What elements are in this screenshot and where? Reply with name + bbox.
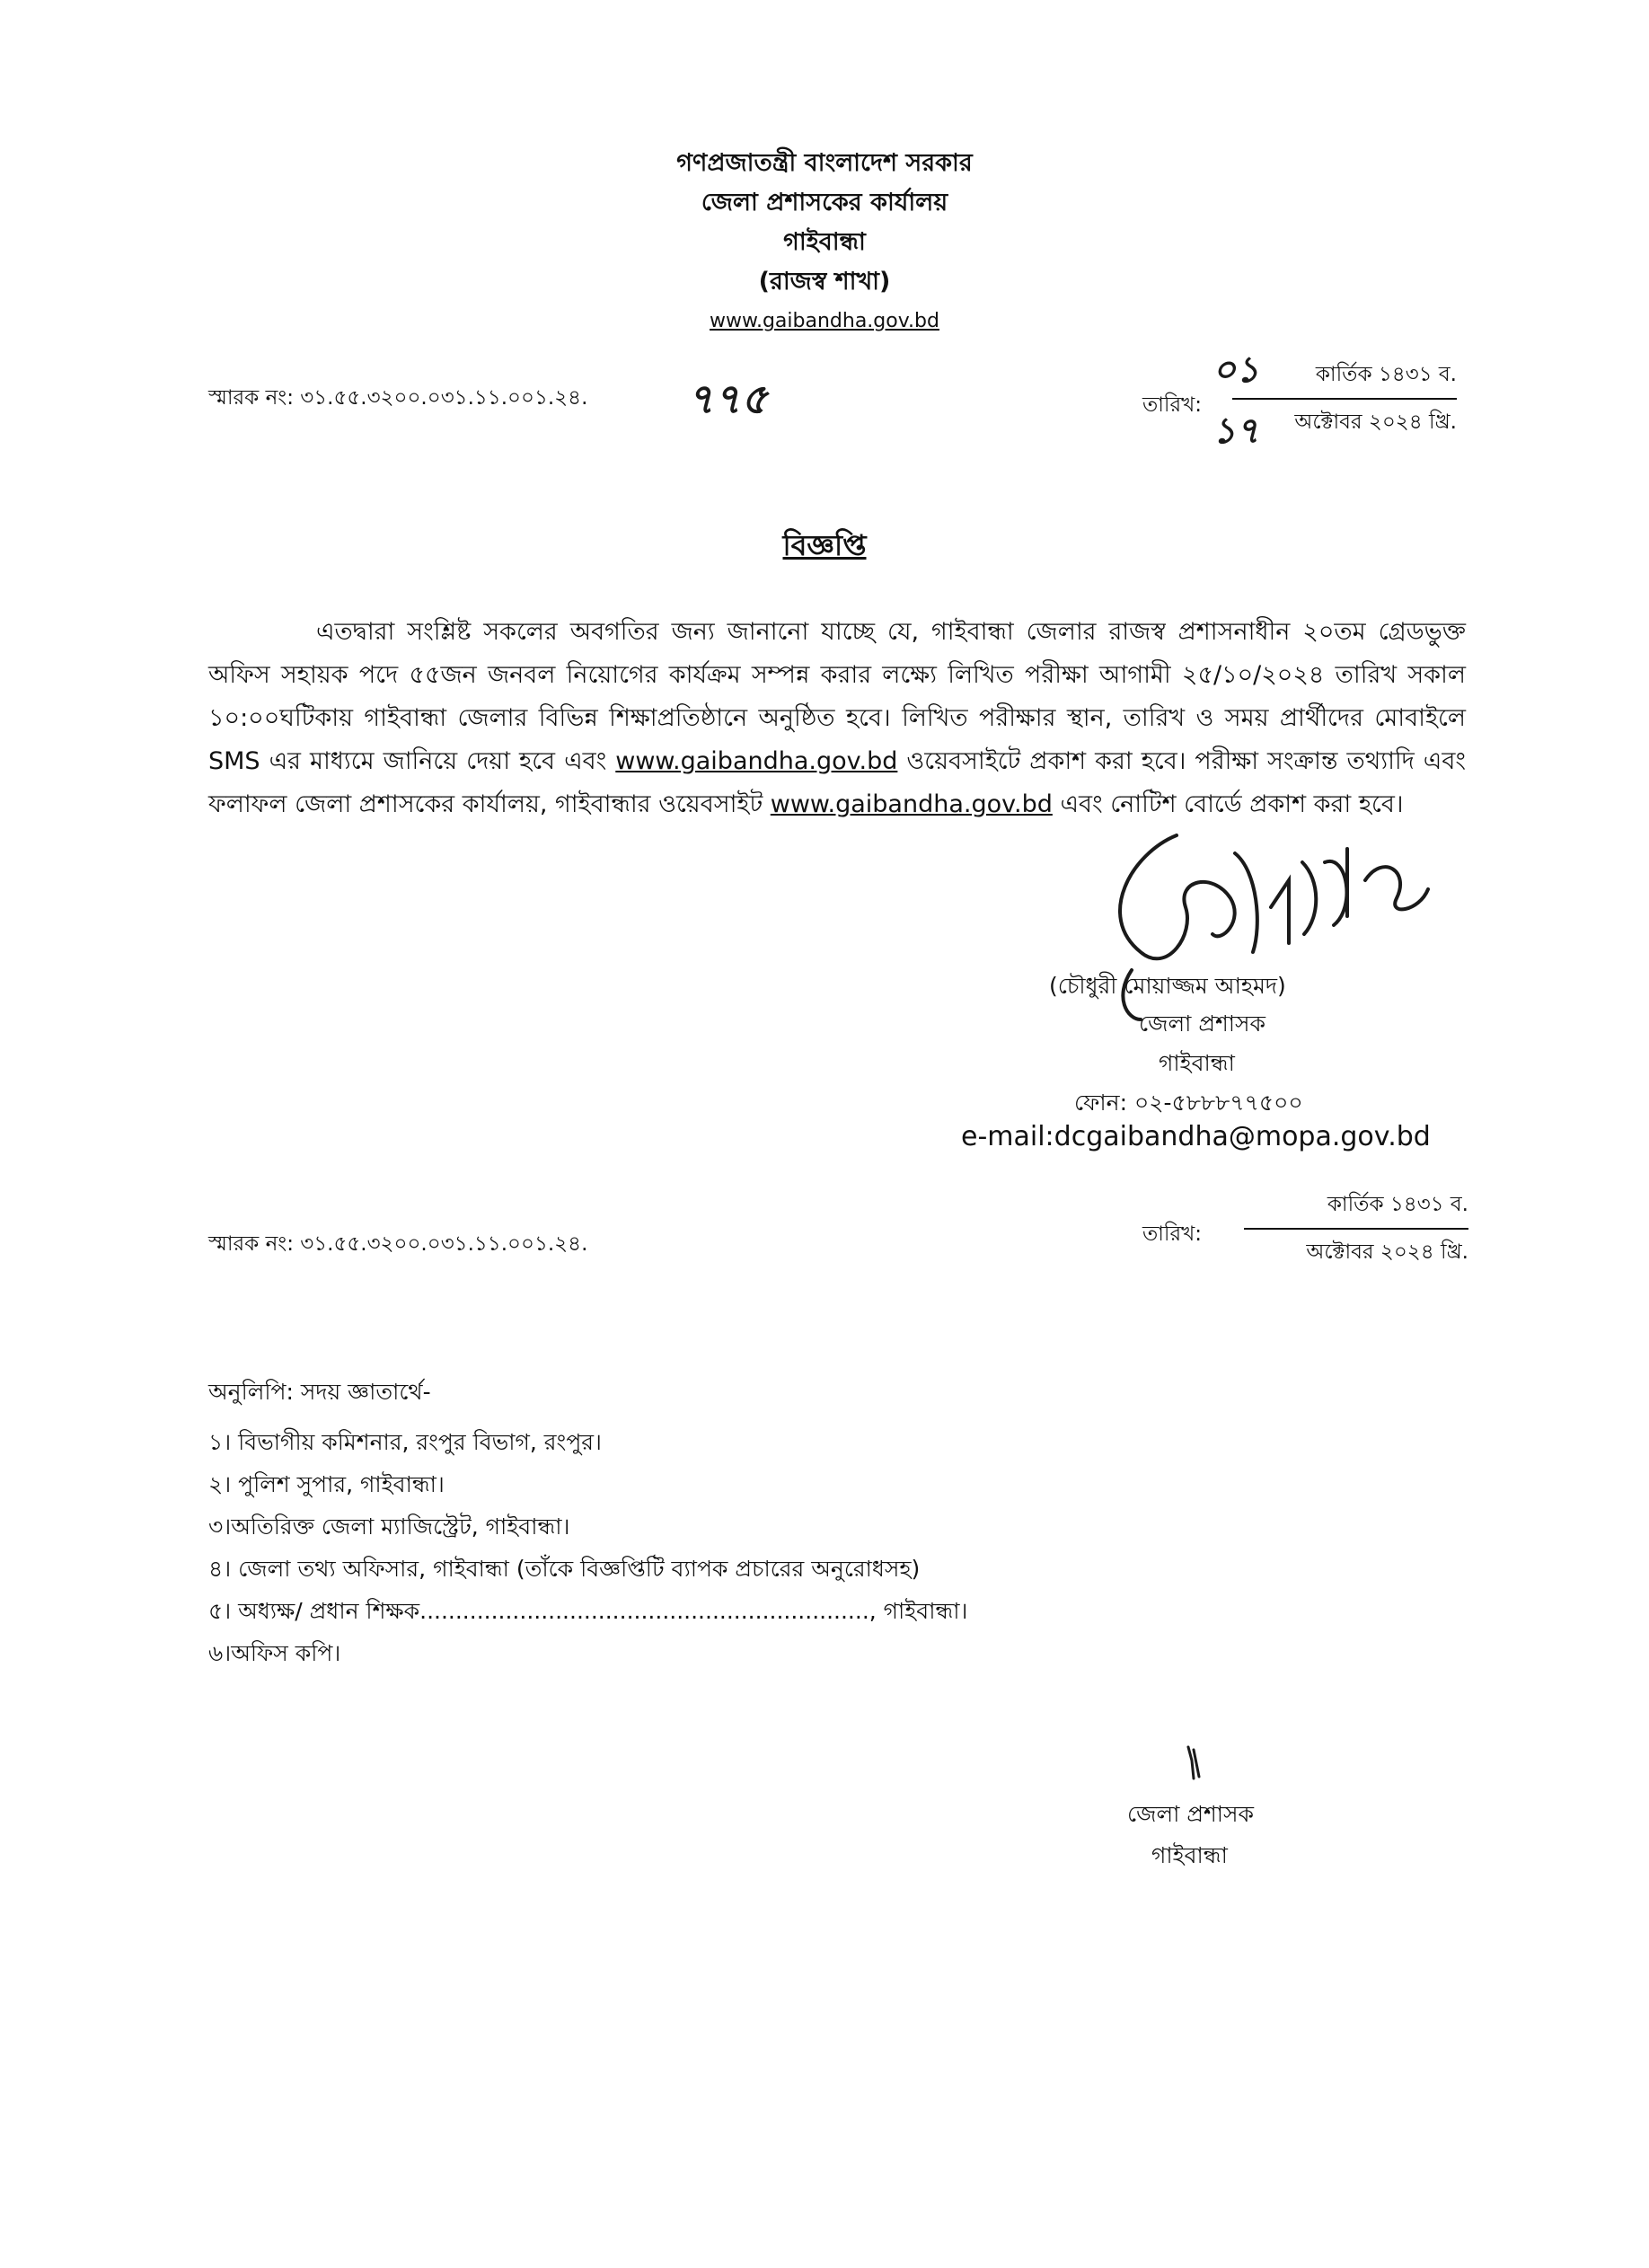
body-text-1: এতদ্বারা সংশ্লিষ্ট সকলের অবগতির জন্য জানানো যাচ্ছে যে, গাইবান্ধা জেলার রাজস্ব প্রশাসনাধীন ২০তম গ্রেডভুক্ত অফিস সহায়ক পদে ৫৫জন জনবল নিয়োগের কার্যক্রম সম্পন্ন করার লক্ষ্যে লিখিত পরীক্ষা আগামী ২৫/১০/২০২৪ তারিখ সকাল ১০:০০ঘটিকায় গাইবান্ধা জেলার বিভিন্ন শিক্ষাপ্রতিষ্ঠানে অনুষ্ঠিত হবে। লিখিত পরীক্ষার স্থান, তারিখ ও সময় প্রার্থীদের মোবাইলে SMS এর মাধ্যমে জানিয়ে দেয়া হবে এবং bbox=[208, 618, 1466, 775]
memo-number: স্মারক নং: ৩১.৫৫.৩২০০.০৩১.১১.০০১.২৪. bbox=[208, 386, 588, 410]
copy-list bbox=[208, 1421, 967, 1674]
date-gregorian-2: অক্টোবর ২০২৪ খ্রি. bbox=[1306, 1240, 1468, 1264]
district-name: গাইবান্ধা bbox=[783, 228, 866, 256]
list-item: ৫। অধ্যক্ষ/ প্রধান শিক্ষক..............................................................., গাইবান্ধা। bbox=[208, 1598, 968, 1624]
signatory-email[interactable]: e-mail:dcgaibandha@mopa.gov.bd bbox=[961, 1121, 1431, 1152]
footer-district: গাইবান্ধা bbox=[1151, 1842, 1228, 1868]
list-item: ৪। জেলা তথ্য অফিসার, গাইবান্ধা (তাঁকে বিজ্ঞপ্তিটি ব্যাপক প্রচারের অনুরোধসহ) bbox=[208, 1556, 921, 1582]
header-block bbox=[0, 144, 1649, 341]
signatory-designation: জেলা প্রশাসক bbox=[1139, 1010, 1266, 1037]
list-item: ৬।অফিস কপি। bbox=[208, 1640, 341, 1666]
footer-designation: জেলা প্রশাসক bbox=[1127, 1801, 1255, 1827]
signatory-phone: ফোন: ০২-৫৮৮৮৭৭৫০০ bbox=[1074, 1090, 1303, 1116]
date-bangla-2: কার্তিক ১৪৩১ ব. bbox=[1327, 1193, 1468, 1216]
signatory-district: গাইবান্ধা bbox=[1159, 1050, 1235, 1076]
notice-title: বিজ্ঞপ্তি bbox=[782, 528, 867, 562]
list-item: ১। বিভাগীয় কমিশনার, রংপুর বিভাগ, রংপুর। bbox=[208, 1429, 602, 1455]
copy-heading: অনুলিপি: সদয় জ্ঞাতার্থে- bbox=[208, 1379, 431, 1405]
initial-mark bbox=[1181, 1743, 1208, 1787]
list-item: ২। পুলিশ সুপার, গাইবান্ধা। bbox=[208, 1471, 445, 1497]
body-website-link-1[interactable]: www.gaibandha.gov.bd bbox=[615, 747, 898, 775]
handwritten-date-day: ০১ bbox=[1212, 349, 1259, 391]
handwritten-memo-number: ৭৭৫ bbox=[687, 375, 768, 423]
office-name: জেলা প্রশাসকের কার্যালয় bbox=[701, 189, 948, 216]
date-block bbox=[1232, 357, 1457, 440]
date-divider bbox=[1232, 398, 1457, 400]
section-name: (রাজস্ব শাখা) bbox=[758, 268, 891, 296]
signatory-name: (চৌধুরী মোয়াজ্জম আহমদ) bbox=[1049, 973, 1286, 999]
date-divider-2 bbox=[1244, 1228, 1468, 1230]
notice-body bbox=[208, 611, 1466, 826]
date-label: তারিখ: bbox=[1142, 393, 1203, 417]
body-text-2: ওয়েবসাইটে প্রকাশ করা হবে। পরীক্ষা সংক্রান্ত তথ্যাদি এবং ফলাফল জেলা প্রশাসকের কার্যালয়, গাইবান্ধার ওয়েবসাইট bbox=[208, 747, 1466, 818]
date-gregorian: অক্টোবর ২০২৪ খ্রি. bbox=[1294, 410, 1457, 434]
memo-number-2: স্মারক নং: ৩১.৫৫.৩২০০.০৩১.১১.০০১.২৪. bbox=[208, 1232, 588, 1256]
date-block-2 bbox=[1244, 1187, 1468, 1270]
body-text-3: এবং নোটিশ বোর্ডে প্রকাশ করা হবে। bbox=[1052, 790, 1404, 818]
date-bangla: কার্তিক ১৪৩১ ব. bbox=[1315, 363, 1457, 386]
body-website-link-2[interactable]: www.gaibandha.gov.bd bbox=[770, 790, 1053, 818]
header-website-link[interactable]: www.gaibandha.gov.bd bbox=[710, 310, 939, 332]
handwritten-date-day-greg: ১৭ bbox=[1212, 410, 1259, 452]
date-label-2: তারিখ: bbox=[1142, 1222, 1203, 1246]
govt-name: গণপ্রজাতন্ত্রী বাংলাদেশ সরকার bbox=[676, 149, 973, 177]
list-item: ৩।অতিরিক্ত জেলা ম্যাজিস্ট্রেট, গাইবান্ধা। bbox=[208, 1513, 570, 1540]
